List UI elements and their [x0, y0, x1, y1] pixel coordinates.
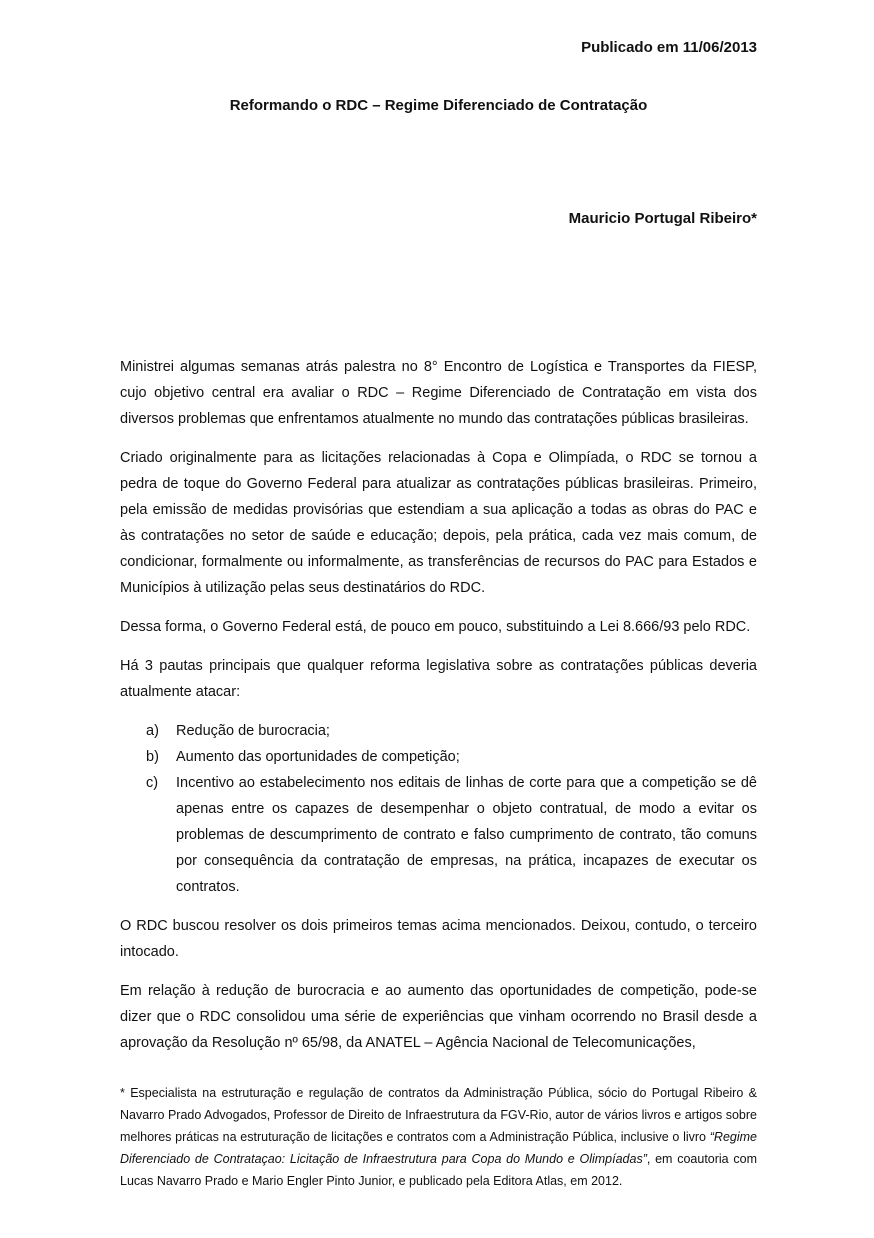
list-item [146, 744, 757, 770]
paragraph-substitution: Dessa forma, o Governo Federal está, de pouco em pouco, substituindo a Lei 8.666/93 pelo RDC. [120, 619, 751, 635]
paragraph-reducao-burocracia: Em relação à redução de burocracia e ao aumento das oportunidades de competição, pode-se dizer que o RDC consolidou uma série de experiências que vinham ocorrendo no Brasil desde a aprovação da Resolução nº 65/98, da ANATEL – Agência Nacional de Telecomunicações, [120, 983, 757, 1051]
footnote-text-after: , em coautoria com Lucas Navarro Prado e Mario Engler Pinto Junior, e publicado pela Editora Atlas, em 2012. [120, 1152, 758, 1188]
list-marker: b) [146, 749, 159, 765]
footnote [120, 1082, 757, 1192]
paragraph-origin: Criado originalmente para as licitações relacionadas à Copa e Olimpíada, o RDC se tornou a pedra de toque do Governo Federal para atualizar as contratações públicas brasileiras. Primeiro, pela emissão de medidas provisórias que estendiam a sua aplicação a todas as obras do PAC e às contratações no setor de saúde e educação; depois, pela prática, cada vez mais comum, de condicionar, formalmente ou informalmente, as transferências de recursos do PAC para Estados e Municípios à utilização pelas seus destinatários do RDC. [120, 450, 757, 596]
paragraph-rdc-resolveu: O RDC buscou resolver os dois primeiros temas acima mencionados. Deixou, contudo, o terceiro intocado. [120, 918, 757, 960]
list-item-text: Incentivo ao estabelecimento nos editais de linhas de corte para que a competição se dê apenas entre os capazes de desempenhar o objeto contratual, de modo a evitar os problemas de descumprimento de contrato e falso cumprimento de contrato, tão comuns por consequência da contratação de empresas, na prática, incapazes de executar os contratos. [176, 775, 757, 895]
footnote-text-before: * Especialista na estruturação e regulação de contratos da Administração Pública, sócio do Portugal Ribeiro & Navarro Prado Advogados, Professor de Direito de Infraestrutura da FGV-Rio, autor de vários livros e artigos sobre melhores práticas na estruturação de licitações e contratos com a Administração Pública, inclusive o livro [120, 1086, 757, 1144]
list-marker: a) [146, 723, 159, 739]
paragraph-pautas: Há 3 pautas principais que qualquer reforma legislativa sobre as contratações públicas deveria atualmente atacar: [120, 658, 757, 700]
list-item-text: Redução de burocracia; [176, 723, 330, 739]
list-item [146, 770, 757, 900]
list-marker: c) [146, 775, 159, 791]
author-byline: Mauricio Portugal Ribeiro* [568, 210, 757, 227]
published-date: Publicado em 11/06/2013 [581, 39, 757, 56]
list-item-text: Aumento das oportunidades de competição; [176, 749, 460, 765]
alpha-list [146, 718, 757, 900]
paragraph-intro: Ministrei algumas semanas atrás palestra no 8° Encontro de Logística e Transportes da FIESP, cujo objetivo central era avaliar o RDC – Regime Diferenciado de Contratação em vista dos diversos problemas que enfrentamos atualmente no mundo das contratações públicas brasileiras. [120, 359, 757, 427]
list-item [146, 718, 757, 744]
footnote-book-title: “Regime Diferenciado de Contrataçao: Licitação de Infraestrutura para Copa do Mundo e Olimpíadas” [120, 1130, 757, 1166]
document-title: Reformando o RDC – Regime Diferenciado de Contratação [229, 97, 648, 114]
